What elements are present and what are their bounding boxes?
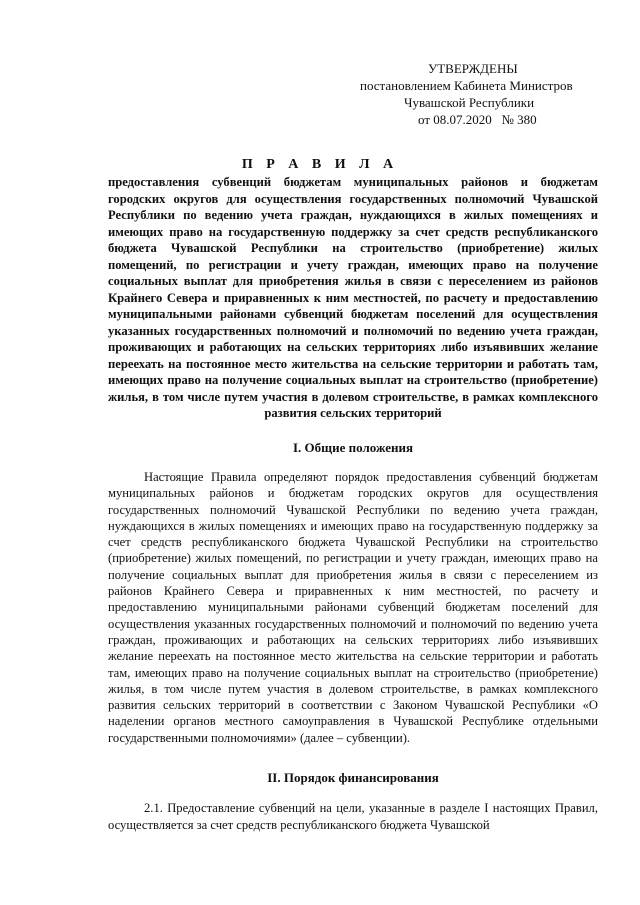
section-1-paragraph: Настоящие Правила определяют порядок предоставления субвенций бюджетам муниципальных районов и бюджетам городских округов для осуществления государственных полномочий Чувашской Республики по ведению учета граждан, нуждающихся в жилых помещениях и имеющих право на государственную поддержку за счет средств республиканского бюджета Чувашской Республики на строительство (приобретение) жилых помещений, по регистрации и учету граждан, имеющих право на получение социальных выплат для приобретения жилья в связи с переселением из районов Крайнего Севера и приравненных к ним местностей, по расчету и предоставлению муниципальными районами субвенций бюджетам поселений для осуществления указанных государственных полномочий и полномочий по ведению учета граждан, проживающих и работающих на сельских территориях либо изъявивших желание переехать на постоянное место жительства на сельские территории и работать там, имеющих право на получение социальных выплат на строительство (приобретение) жилья, в том числе путем участия в долевом строительстве, в рамках комплексного развития сельских территорий в соответствии с Законом Чувашской Республики «О наделении органов местного самоуправления в Чувашской Республике отдельными государственными полномочиями» (далее – субвенции). <box>108 470 598 745</box>
document-subtitle: предоставления субвенций бюджетам муниципальных районов и бюджетам городских округов для осуществления государственных полномочий Чувашской Республики по ведению учета граждан, нуждающихся в жилых помещениях и имеющих право на государственную поддержку за счет средств республиканского бюджета Чувашской Республики на строительство (приобретение) жилых помещений, по регистрации и учету граждан, имеющих право на получение социальных выплат для приобретения жилья в связи с переселением из районов Крайнего Севера и приравненных к ним местностей, по расчету и предоставлению муниципальными районами субвенций бюджетам поселений для осуществления указанных государственных полномочий и полномочий по ведению учета граждан, проживающих и работающих на сельских территориях либо изъявивших желание переехать на постоянное место жительства на сельские территории и работать там, имеющих право на получение социальных выплат на строительство (приобретение) жилья, в том числе путем участия в долевом строительстве, в рамках комплексного развития сельских территорий <box>108 175 598 420</box>
section-1-heading: I. Общие положения <box>293 440 413 455</box>
section-2-heading: II. Порядок финансирования <box>267 770 439 785</box>
approval-status: УТВЕРЖДЕНЫ <box>428 61 518 76</box>
approval-republic: Чувашской Республики <box>404 95 535 110</box>
approval-block <box>360 60 600 128</box>
document-title: П Р А В И Л А <box>241 157 399 172</box>
approval-date-number: от 08.07.2020 № 380 <box>418 112 537 127</box>
approval-authority: постановлением Кабинета Министров <box>360 78 573 93</box>
section-2-paragraph: 2.1. Предоставление субвенций на цели, указанные в разделе I настоящих Правил, осуществляется за счет средств республиканского бюджета Чувашской <box>108 801 598 832</box>
